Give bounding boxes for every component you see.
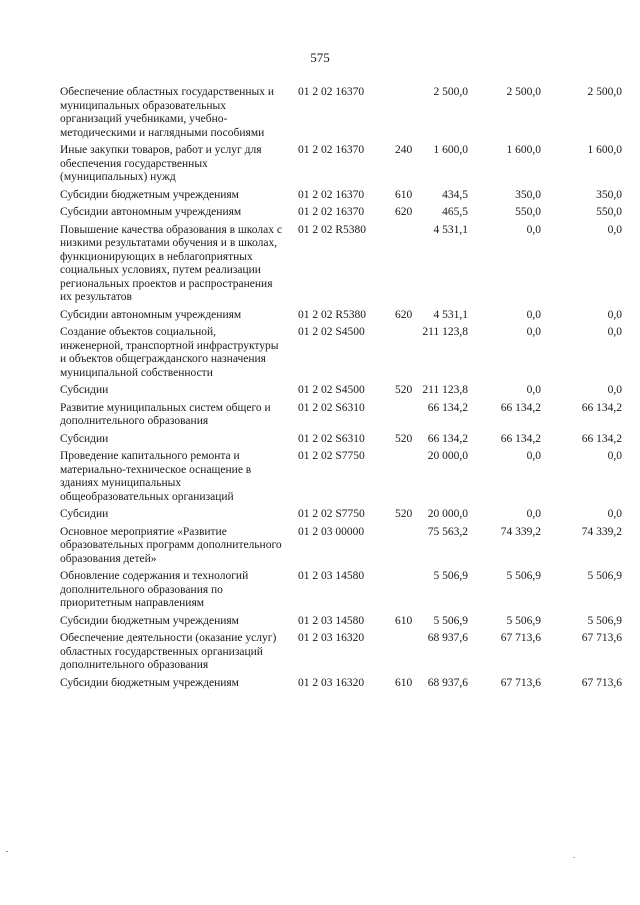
row-value-year2: 350,0 xyxy=(515,188,541,201)
row-value-year1: 66 134,2 xyxy=(427,401,468,414)
row-name: Проведение капитального ремонта и материально-техническое оснащение в зданиях муниципальных общеобразовательных организаций xyxy=(60,450,252,503)
row-expense-type: 520 xyxy=(395,432,413,445)
table-row xyxy=(60,677,622,691)
table-row xyxy=(60,615,622,629)
row-expense-type: 610 xyxy=(395,614,413,627)
row-code: 01 2 02 16370 xyxy=(298,144,365,156)
row-code: 01 2 02 R5380 xyxy=(298,308,367,321)
row-value-year2: 0,0 xyxy=(526,326,541,338)
row-value-year2: 66 134,2 xyxy=(500,432,541,445)
table-row xyxy=(60,450,622,504)
row-name: Субсидии xyxy=(60,432,109,445)
row-value-year3: 350,0 xyxy=(596,188,622,201)
table-row xyxy=(60,189,622,203)
row-name: Обеспечение областных государственных и муниципальных образовательных организаций учебниками, учебно-методическими и наглядными пособиями xyxy=(60,86,275,139)
row-code: 01 2 02 S7750 xyxy=(298,450,365,462)
row-name: Субсидии автономным учреждениям xyxy=(60,308,242,321)
row-value-year1: 68 937,6 xyxy=(427,632,468,644)
row-value-year1: 2 500,0 xyxy=(433,86,468,98)
row-code: 01 2 02 S4500 xyxy=(298,384,365,396)
table-row xyxy=(60,224,622,305)
row-expense-type: 520 xyxy=(395,384,413,396)
row-value-year3: 67 713,6 xyxy=(581,676,622,689)
row-value-year3: 0,0 xyxy=(607,223,622,236)
row-value-year1: 75 563,2 xyxy=(427,525,468,538)
row-code: 01 2 02 16370 xyxy=(298,206,365,218)
row-value-year3: 5 506,9 xyxy=(587,614,622,627)
table-row xyxy=(60,508,622,522)
row-value-year1: 434,5 xyxy=(442,188,468,201)
row-code: 01 2 02 16370 xyxy=(298,188,365,201)
table-row xyxy=(60,526,622,567)
row-code: 01 2 03 00000 xyxy=(298,525,365,538)
row-value-year2: 5 506,9 xyxy=(506,614,541,627)
row-expense-type: 620 xyxy=(395,206,413,218)
row-code: 01 2 03 16320 xyxy=(298,632,365,644)
row-value-year1: 4 531,1 xyxy=(433,308,468,321)
table-row xyxy=(60,206,622,220)
table-row xyxy=(60,326,622,380)
row-value-year3: 74 339,2 xyxy=(581,525,622,538)
row-value-year3: 1 600,0 xyxy=(587,144,622,156)
row-value-year3: 66 134,2 xyxy=(581,401,622,414)
row-value-year1: 20 000,0 xyxy=(427,508,468,520)
row-value-year2: 0,0 xyxy=(526,508,541,520)
row-name: Субсидии xyxy=(60,384,109,396)
row-expense-type: 620 xyxy=(395,308,413,321)
row-value-year2: 67 713,6 xyxy=(500,632,541,644)
row-expense-type: 610 xyxy=(395,188,413,201)
row-code: 01 2 03 14580 xyxy=(298,570,365,582)
row-value-year1: 211 123,8 xyxy=(422,384,468,396)
scan-artifact xyxy=(6,851,8,852)
budget-table xyxy=(60,86,622,690)
table-row xyxy=(60,570,622,611)
page-number: 575 xyxy=(310,50,330,65)
row-code: 01 2 02 16370 xyxy=(298,86,365,98)
row-value-year1: 5 506,9 xyxy=(433,614,468,627)
row-value-year3: 5 506,9 xyxy=(587,570,622,582)
row-expense-type: 240 xyxy=(395,144,413,156)
row-value-year1: 211 123,8 xyxy=(422,326,468,338)
table-row xyxy=(60,144,622,185)
row-value-year3: 0,0 xyxy=(607,508,622,520)
row-name: Субсидии бюджетным учреждениям xyxy=(60,614,239,627)
row-code: 01 2 02 S6310 xyxy=(298,432,365,445)
row-value-year2: 0,0 xyxy=(526,450,541,462)
row-value-year3: 0,0 xyxy=(607,326,622,338)
table-row xyxy=(60,632,622,673)
table-row xyxy=(60,309,622,323)
row-code: 01 2 03 16320 xyxy=(298,676,365,689)
row-name: Повышение качества образования в школах с низкими результатами обучения и в школах, функционирующих в неблагоприятных социальных условиях, путем реализации региональных проектов и распространения их результатов xyxy=(60,223,282,303)
row-code: 01 2 02 S7750 xyxy=(298,508,365,520)
row-value-year3: 0,0 xyxy=(607,308,622,321)
row-expense-type: 520 xyxy=(395,508,413,520)
row-value-year2: 550,0 xyxy=(515,206,541,218)
row-expense-type: 610 xyxy=(395,676,413,689)
row-value-year1: 5 506,9 xyxy=(433,570,468,582)
row-name: Обеспечение деятельности (оказание услуг) областных государственных организаций дополнительного образования xyxy=(60,632,277,671)
row-name: Субсидии xyxy=(60,508,109,520)
row-value-year1: 66 134,2 xyxy=(427,432,468,445)
row-value-year2: 66 134,2 xyxy=(500,401,541,414)
row-value-year1: 68 937,6 xyxy=(427,676,468,689)
table-row xyxy=(60,402,622,429)
row-name: Иные закупки товаров, работ и услуг для обеспечения государственных (муниципальных) нужд xyxy=(60,144,262,183)
row-value-year2: 0,0 xyxy=(526,223,541,236)
row-value-year2: 0,0 xyxy=(526,384,541,396)
row-value-year1: 4 531,1 xyxy=(433,223,468,236)
row-value-year3: 550,0 xyxy=(596,206,622,218)
row-value-year2: 0,0 xyxy=(526,308,541,321)
row-value-year2: 67 713,6 xyxy=(500,676,541,689)
row-name: Субсидии бюджетным учреждениям xyxy=(60,676,239,689)
row-value-year3: 2 500,0 xyxy=(587,86,622,98)
row-name: Развитие муниципальных систем общего и дополнительного образования xyxy=(60,401,271,427)
table-row xyxy=(60,384,622,398)
row-value-year1: 1 600,0 xyxy=(433,144,468,156)
row-name: Субсидии бюджетным учреждениям xyxy=(60,188,239,201)
row-name: Создание объектов социальной, инженерной, транспортной инфраструктуры и объектов общегражданского назначения муниципальной собственности xyxy=(60,326,279,379)
row-name: Обновление содержания и технологий дополнительного образования по приоритетным направлениям xyxy=(60,570,249,609)
row-name: Субсидии автономным учреждениям xyxy=(60,206,242,218)
row-code: 01 2 02 S6310 xyxy=(298,401,365,414)
row-value-year2: 1 600,0 xyxy=(506,144,541,156)
row-name: Основное мероприятие «Развитие образовательных программ дополнительного образования детей» xyxy=(60,525,282,565)
row-value-year3: 0,0 xyxy=(607,384,622,396)
row-code: 01 2 02 S4500 xyxy=(298,326,365,338)
row-value-year2: 2 500,0 xyxy=(506,86,541,98)
row-value-year2: 74 339,2 xyxy=(500,525,541,538)
row-value-year1: 465,5 xyxy=(442,206,468,218)
row-value-year2: 5 506,9 xyxy=(506,570,541,582)
table-row xyxy=(60,433,622,447)
scan-artifact xyxy=(573,857,575,858)
row-value-year3: 67 713,6 xyxy=(581,632,622,644)
table-row xyxy=(60,86,622,140)
row-value-year3: 66 134,2 xyxy=(581,432,622,445)
row-code: 01 2 03 14580 xyxy=(298,614,365,627)
row-code: 01 2 02 R5380 xyxy=(298,223,367,236)
row-value-year3: 0,0 xyxy=(607,450,622,462)
row-value-year1: 20 000,0 xyxy=(427,450,468,462)
